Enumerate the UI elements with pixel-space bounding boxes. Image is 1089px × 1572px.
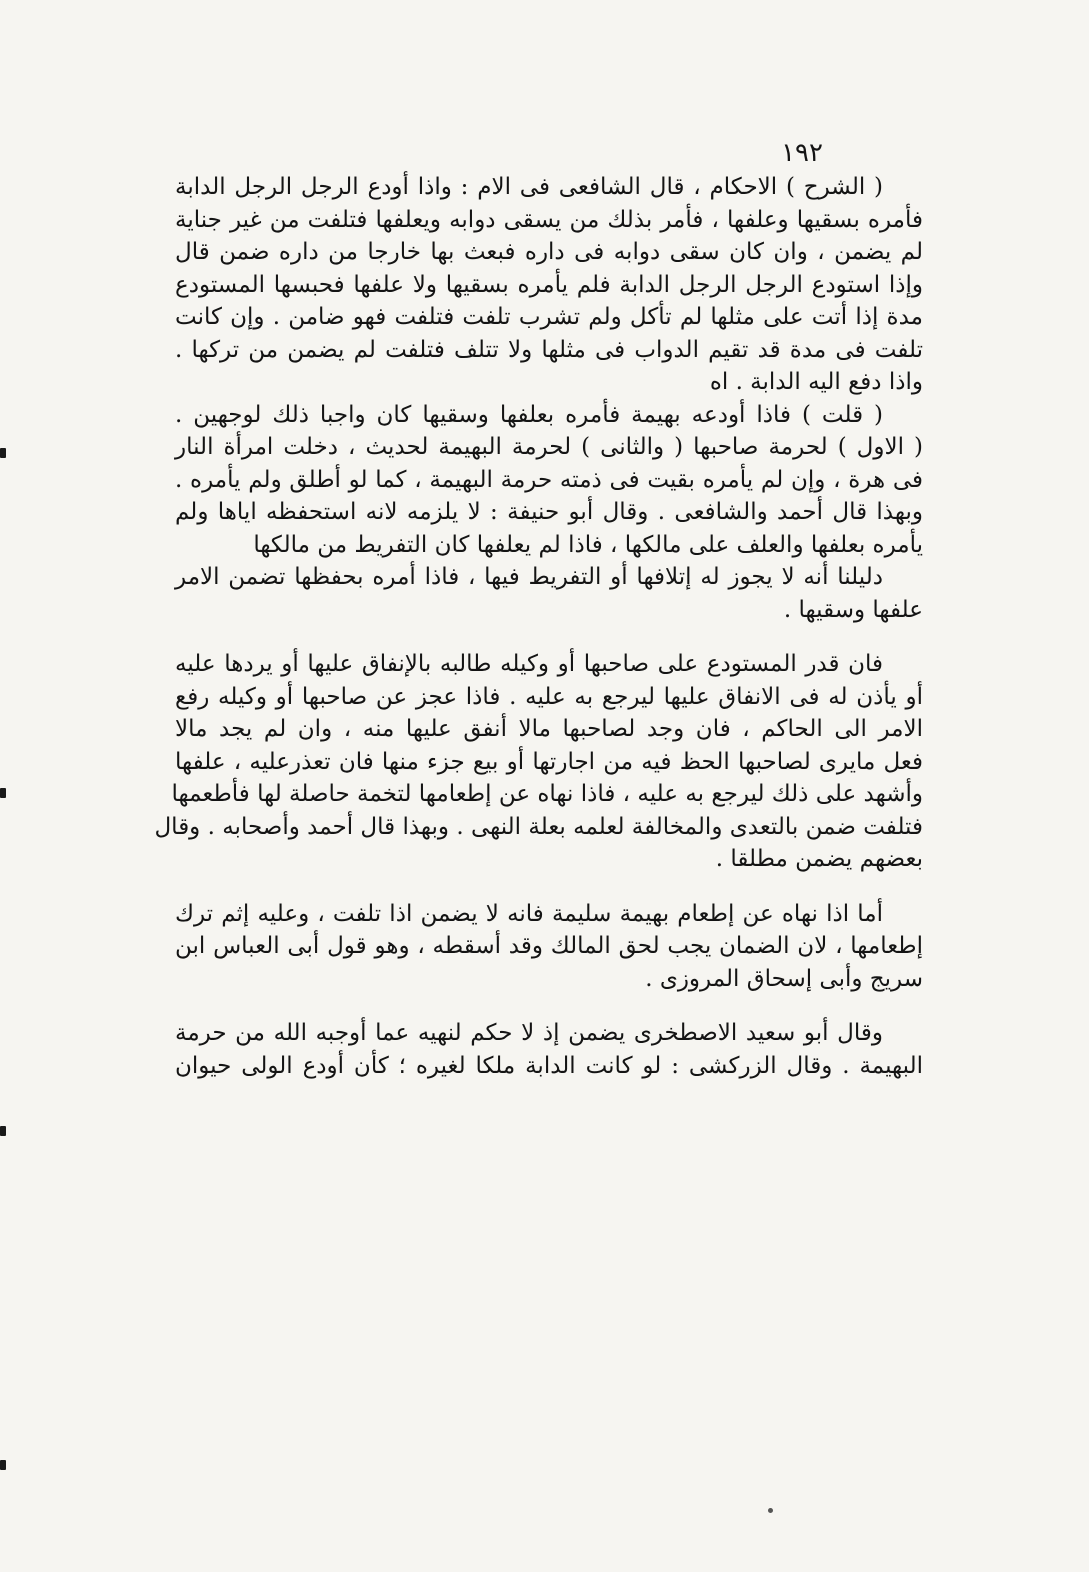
- text-line: الامر الى الحاكم ، فان وجد لصاحبها مالا أنفق عليها منه ، وان لم يجد مالا: [175, 716, 923, 742]
- scan-margin-mark: [0, 1460, 6, 1470]
- paragraph-istakhri: [175, 1018, 923, 1083]
- paragraph-gap: [175, 877, 923, 899]
- text-line: البهيمة . وقال الزركشى : لو كانت الدابة ملكا لغيره ؛ كأن أودع الولى حيوان: [175, 1052, 923, 1079]
- scan-margin-mark: [0, 1126, 6, 1136]
- text-line: تلفت فى مدة قد تقيم الدواب فى مثلها ولا تتلف فتلفت لم يضمن من تركها .: [175, 336, 923, 363]
- text-line: علفها وسقيها .: [783, 596, 923, 623]
- text-line: ( الاول ) لحرمة صاحبها ( والثانى ) لحرمة البهيمة لحديث ، دخلت امرأة النار: [175, 434, 923, 460]
- text-line: إطعامها ، لان الضمان يجب لحق المالك وقد أسقطه ، وهو قول أبى العباس ابن: [175, 933, 923, 959]
- text-line: وقال أبو سعيد الاصطخرى يضمن إذ لا حكم لنهيه عما أوجبه الله من حرمة: [175, 1020, 883, 1046]
- text-line: لم يضمن ، وان كان سقى دوابه فى داره فبعث بها خارجا من داره ضمن قال: [175, 239, 923, 265]
- text-line: مدة إذا أتت على مثلها لم تأكل ولم تشرب تلفت فتلفت فهو ضامن . وإن كانت: [175, 304, 923, 330]
- text-line: فعل مايرى لصاحبها الحظ فيه من اجارتها أو بيع جزء منها فان تعذرعليه ، علفها: [175, 748, 923, 775]
- text-line: ( قلت ) فاذا أودعه بهيمة فأمره بعلفها وسقيها كان واجبا ذلك لوجهين .: [175, 401, 883, 428]
- text-line: وبهذا قال أحمد والشافعى . وقال أبو حنيفة : لا يلزمه لانه استحفظه اياها ولم: [175, 499, 923, 525]
- paragraph-gap: [175, 627, 923, 649]
- text-line: فأمره بسقيها وعلفها ، فأمر بذلك من يسقى دوابه ويعلفها فتلفت من غير جناية: [175, 206, 923, 233]
- paragraph-depositary: [154, 649, 923, 877]
- paragraph-commentary: [175, 172, 923, 400]
- scan-speck: [768, 1508, 773, 1513]
- text-line: فتلفت ضمن بالتعدى والمخالفة لعلمه بعلة النهى . وبهذا قال أحمد وأصحابه . وقال: [154, 813, 923, 840]
- paragraph-prohibition: [175, 899, 923, 997]
- text-line: يأمره بعلفها والعلف على مالكها ، فاذا لم يعلفها كان التفريط من مالكها: [253, 531, 923, 558]
- scan-margin-mark: [0, 448, 6, 458]
- paragraph-qult: [175, 400, 923, 563]
- scan-margin-mark: [0, 788, 6, 798]
- paragraph-evidence: [175, 562, 923, 627]
- text-line: وإذا استودع الرجل الرجل الدابة فلم يأمره بسقيها ولا علفها فحبسها المستودع: [175, 271, 923, 298]
- text-line: أما اذا نهاه عن إطعام بهيمة سليمة فانه لا يضمن اذا تلفت ، وعليه إثم ترك: [175, 900, 883, 927]
- text-line: دليلنا أنه لا يجوز له إتلافها أو التفريط فيها ، فاذا أمره بحفظها تضمن الامر: [175, 564, 883, 590]
- paragraph-gap: [175, 996, 923, 1018]
- text-line: بعضهم يضمن مطلقا .: [715, 846, 923, 872]
- text-line: ( الشرح ) الاحكام ، قال الشافعى فى الام : واذا أودع الرجل الرجل الدابة: [175, 174, 883, 200]
- text-line: سريج وأبى إسحاق المروزى .: [645, 965, 923, 992]
- body-text: [154, 172, 923, 1083]
- text-line: فان قدر المستودع على صاحبها أو وكيله طالبه بالإنفاق عليها أو يردها عليه: [175, 651, 883, 677]
- text-line: واذا دفع اليه الدابة . اه: [709, 369, 923, 395]
- page-number: ١٩٢: [781, 138, 823, 168]
- text-line: وأشهد على ذلك ليرجع به عليه ، فاذا نهاه عن إطعامها لتخمة حاصلة لها فأطعمها: [171, 781, 923, 807]
- text-line: فى هرة ، وإن لم يأمره بقيت فى ذمته حرمة البهيمة ، كما لو أطلق ولم يأمره .: [175, 466, 923, 493]
- text-line: أو يأذن له فى الانفاق عليها ليرجع به عليه . فاذا عجز عن صاحبها أو وكيله رفع: [175, 683, 923, 710]
